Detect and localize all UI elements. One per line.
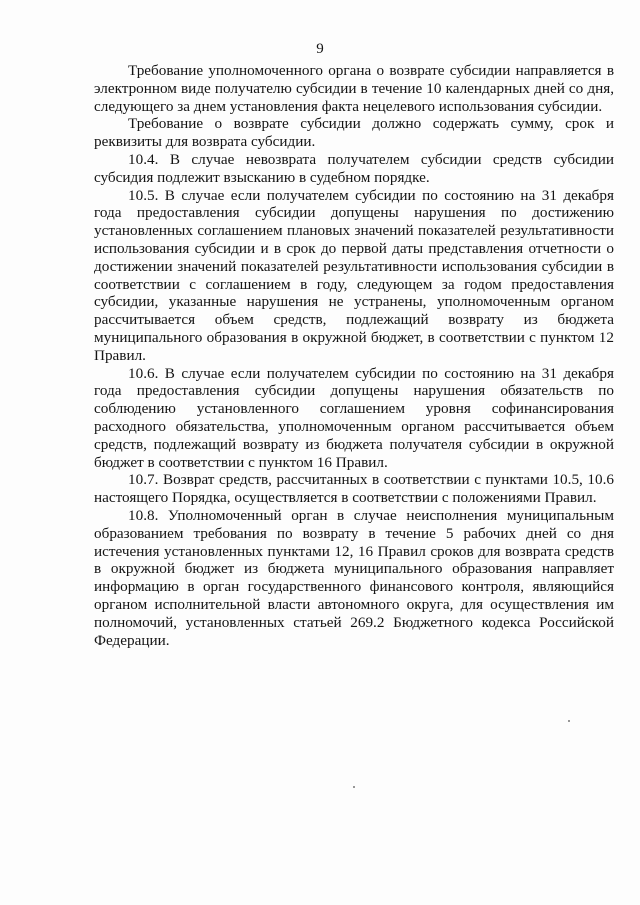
document-body [94, 62, 614, 649]
paragraph-demand-contents: Требование о возврате субсидии должно содержать сумму, срок и реквизиты для возврата субсидии. [94, 115, 614, 151]
paragraph-10-5: 10.5. В случае если получателем субсидии по состоянию на 31 декабря года предоставления субсидии допущены нарушения по достижению установленных соглашением плановых значений показателей результативности использования субсидии и в срок до первой даты представления отчетности о достижении значений показателей результативности использования субсидии в соответствии с соглашением в году, следующем за годом предоставления субсидии, указанные нарушения не устранены, уполномоченным органом рассчитывается объем средств, подлежащий возврату из бюджета муниципального образования в окружной бюджет, в соответствии с пунктом 12 Правил. [94, 186, 614, 364]
paragraph-10-6: 10.6. В случае если получателем субсидии по состоянию на 31 декабря года предоставления субсидии допущены нарушения обязательств по соблюдению установленного соглашением уровня софинансирования расходного обязательства, уполномоченным органом рассчитывается объем средств, подлежащий возврату из бюджета получателя субсидии в окружной бюджет в соответствии с пунктом 16 Правил. [94, 364, 614, 471]
scan-speck [568, 720, 570, 722]
page-number: 9 [316, 41, 324, 57]
paragraph-10-7: 10.7. Возврат средств, рассчитанных в соответствии с пунктами 10.5, 10.6 настоящего Порядка, осуществляется в соответствии с положениями Правил. [94, 471, 614, 507]
paragraph-10-4: 10.4. В случае невозврата получателем субсидии средств субсидии субсидия подлежит взысканию в судебном порядке. [94, 150, 614, 186]
scan-speck [353, 786, 355, 788]
paragraph-10-8: 10.8. Уполномоченный орган в случае неисполнения муниципальным образованием требования по возврату в течение 5 рабочих дней со дня истечения установленных пунктами 12, 16 Правил сроков для возврата средств в окружной бюджет из бюджета муниципального образования направляет информацию в орган государственного финансового контроля, являющийся органом исполнительной власти автономного округа, для осуществления им полномочий, установленных статьей 269.2 Бюджетного кодекса Российской Федерации. [94, 506, 614, 649]
paragraph-refund-demand: Требование уполномоченного органа о возврате субсидии направляется в электронном виде получателю субсидии в течение 10 календарных дней со дня, следующего за днем установления факта нецелевого использования субсидии. [94, 62, 614, 115]
